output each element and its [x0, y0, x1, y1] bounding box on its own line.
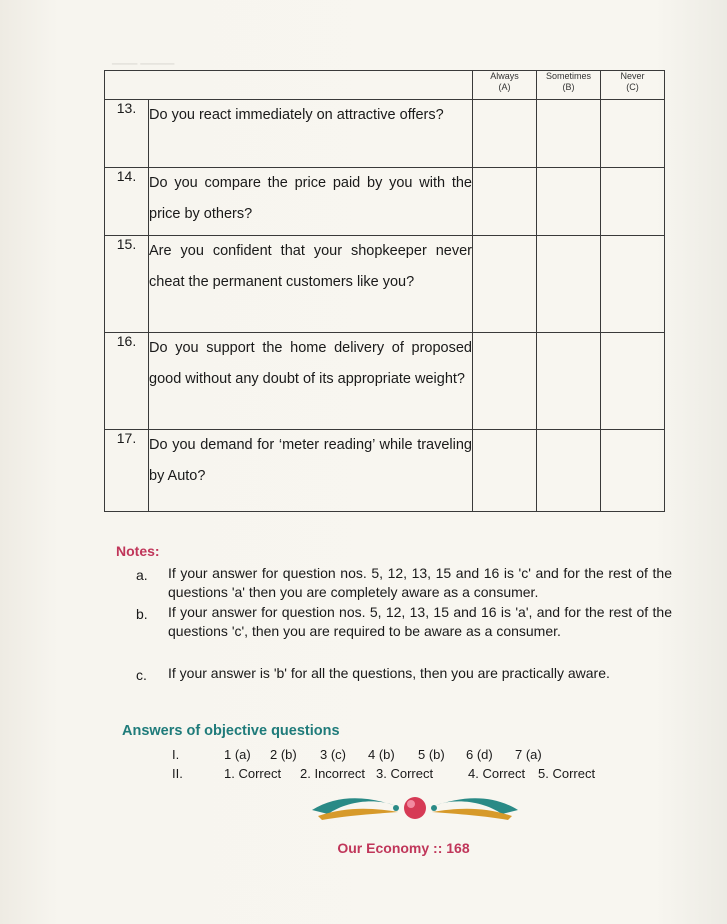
header-sometimes: Sometimes (B) — [537, 71, 601, 100]
header-never: Never (C) — [601, 71, 665, 100]
question-text: Are you confident that your shopkeeper never cheat the permanent customers like you? — [149, 236, 473, 333]
question-number: 14. — [105, 168, 149, 236]
note-item — [136, 603, 672, 641]
table-row — [105, 100, 665, 168]
answer-cell-never[interactable] — [601, 168, 665, 236]
table-header-blank — [105, 71, 473, 100]
note-item — [136, 564, 672, 602]
note-label: c. — [136, 667, 147, 683]
table-row — [105, 430, 665, 512]
question-text: Do you support the home delivery of proposed good without any doubt of its appropriate weight? — [149, 333, 473, 430]
answer-cell-sometimes[interactable] — [537, 333, 601, 430]
question-text: Do you compare the price paid by you with the price by others? — [149, 168, 473, 236]
note-text: If your answer is 'b' for all the questions, then you are practically aware. — [168, 665, 610, 681]
answer-cell-always[interactable] — [473, 168, 537, 236]
answer-cell-never[interactable] — [601, 100, 665, 168]
bleed-through-text: ▁▁▁ ▁▁▁▁ — [112, 53, 175, 65]
answer-item: 2 (b) — [270, 747, 297, 762]
survey-table — [104, 70, 665, 512]
answer-cell-never[interactable] — [601, 430, 665, 512]
answers-row-label: II. — [172, 766, 183, 781]
answer-item: 4. Correct — [468, 766, 526, 781]
question-number: 16. — [105, 333, 149, 430]
decorative-ornament-icon — [308, 788, 522, 824]
answer-item: 3. Correct — [376, 766, 434, 781]
question-number: 15. — [105, 236, 149, 333]
answer-item: 1. Correct — [224, 766, 282, 781]
answer-item: 7 (a) — [515, 747, 542, 762]
answer-cell-always[interactable] — [473, 430, 537, 512]
answer-cell-never[interactable] — [601, 333, 665, 430]
notes-title: Notes: — [116, 543, 160, 559]
question-number: 13. — [105, 100, 149, 168]
answer-item: 4 (b) — [368, 747, 395, 762]
page-footer: Our Economy :: 168 — [337, 840, 470, 856]
answer-item: 2. Incorrect — [300, 766, 366, 781]
answer-item: 1 (a) — [224, 747, 251, 762]
answer-item: 6 (d) — [466, 747, 493, 762]
answer-cell-always[interactable] — [473, 236, 537, 333]
answer-cell-never[interactable] — [601, 236, 665, 333]
note-label: a. — [136, 567, 148, 583]
answers-title: Answers of objective questions — [122, 723, 340, 739]
note-text: If your answer for question nos. 5, 12, 13, 15 and 16 is 'a', and for the rest of the questions 'c', then you are required to be aware as a consumer. — [168, 604, 672, 639]
answers-row-label: I. — [172, 747, 180, 762]
note-item — [136, 664, 672, 683]
question-text: Do you react immediately on attractive offers? — [149, 100, 473, 168]
answer-cell-always[interactable] — [473, 100, 537, 168]
answer-item: 5 (b) — [418, 747, 445, 762]
table-row — [105, 236, 665, 333]
header-always: Always (A) — [473, 71, 537, 100]
answer-cell-sometimes[interactable] — [537, 100, 601, 168]
answer-cell-sometimes[interactable] — [537, 236, 601, 333]
answer-item: 5. Correct — [538, 766, 596, 781]
question-number: 17. — [105, 430, 149, 512]
note-label: b. — [136, 606, 148, 622]
question-text: Do you demand for ‘meter reading’ while traveling by Auto? — [149, 430, 473, 512]
answer-cell-always[interactable] — [473, 333, 537, 430]
table-row — [105, 333, 665, 430]
note-text: If your answer for question nos. 5, 12, 13, 15 and 16 is 'c' and for the rest of the questions 'a' then you are completely aware as a consumer. — [168, 565, 672, 600]
table-row — [105, 168, 665, 236]
answer-cell-sometimes[interactable] — [537, 168, 601, 236]
table-header-row — [105, 71, 665, 100]
answer-cell-sometimes[interactable] — [537, 430, 601, 512]
answer-item: 3 (c) — [320, 747, 346, 762]
